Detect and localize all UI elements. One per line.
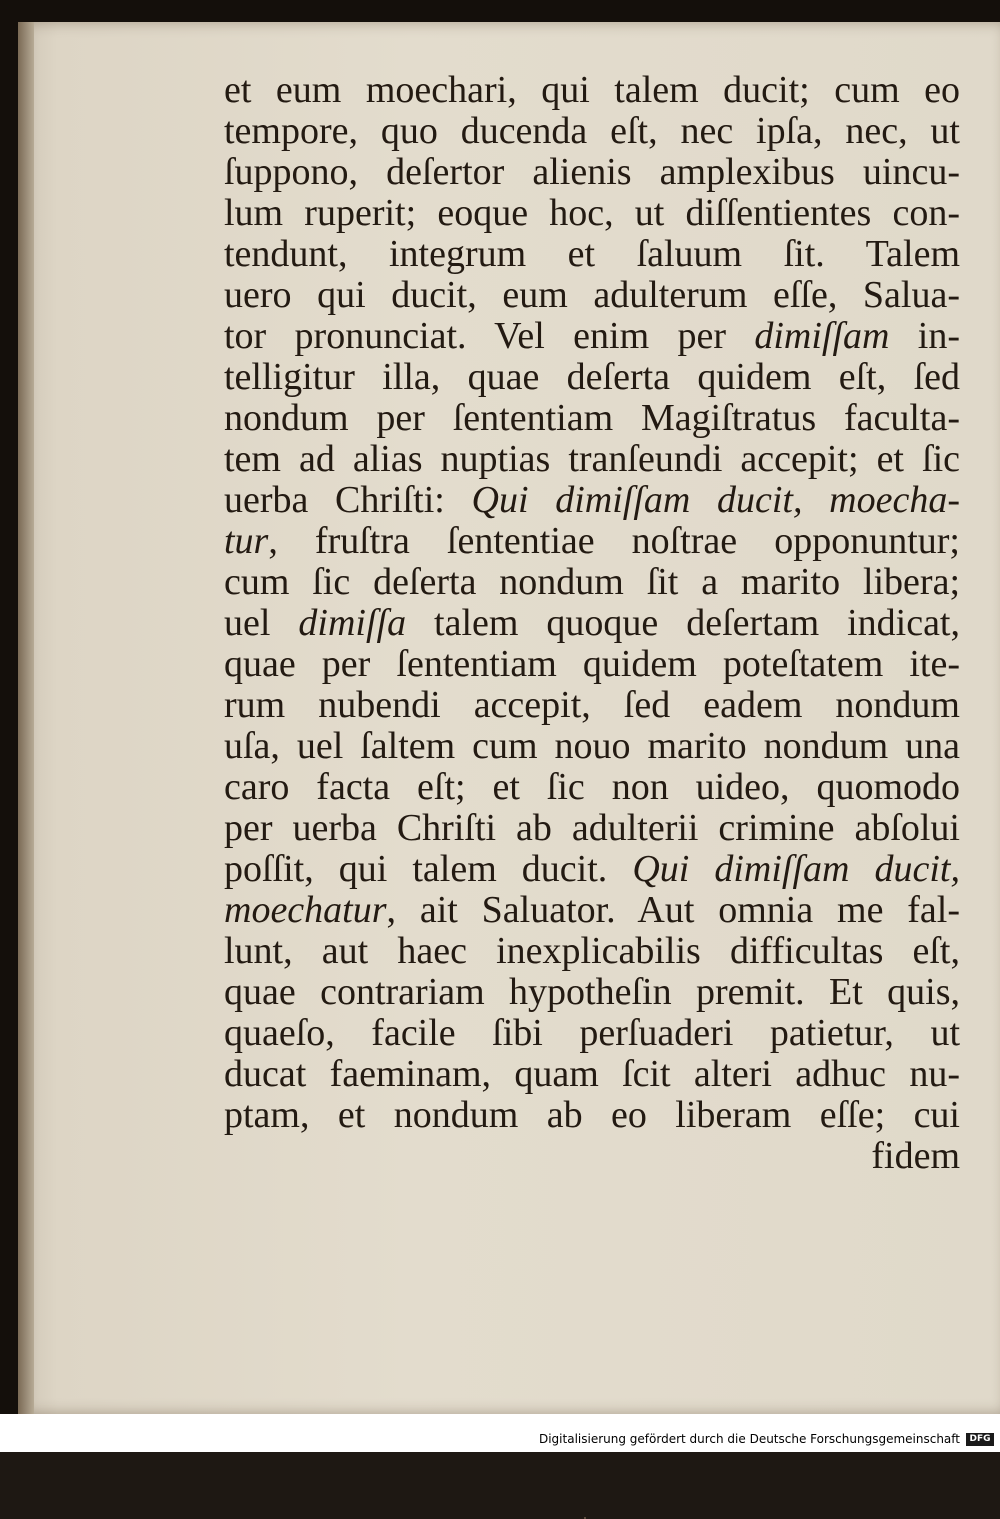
digitization-footer: [0, 1414, 1000, 1452]
dfg-logo: DFG: [966, 1433, 994, 1446]
text-segment: , fruſtra ſententiae noſtrae opponuntur;: [268, 520, 960, 562]
text-segment: tempore, quo ducenda eſt, nec ipſa, nec, ut: [224, 110, 960, 152]
italic-quote: Qui dimiſſam ducit,: [632, 848, 960, 890]
text-line: [224, 562, 960, 603]
text-segment: per uerba Chriſti ab adulterii crimine abſolui: [224, 807, 960, 849]
text-line: [224, 480, 960, 521]
footer-credit: Digitalisierung gefördert durch die Deutsche Forschungsgemeinschaft: [538, 1432, 960, 1446]
text-line: [224, 767, 960, 808]
text-segment: cum ſic deſerta nondum ſit a marito libera;: [224, 561, 960, 603]
text-line: [224, 152, 960, 193]
text-line: [224, 521, 960, 562]
text-segment: quae contrariam hypotheſin premit. Et quis,: [224, 971, 960, 1013]
body-text: [224, 70, 960, 1177]
text-line: [224, 644, 960, 685]
text-line: [224, 70, 960, 111]
text-segment: lum ruperit; eoque hoc, ut diſſentientes con-: [224, 192, 960, 234]
text-segment: quae per ſententiam quidem poteſtatem ite-: [224, 643, 960, 685]
text-segment: poſſit, qui talem ducit.: [224, 848, 633, 890]
text-line: [224, 685, 960, 726]
text-segment: telligitur illa, quae deſerta quidem eſt, ſed: [224, 356, 960, 398]
text-line: [224, 316, 960, 357]
text-segment: tor pronunciat. Vel enim per: [224, 315, 755, 357]
text-line: [224, 890, 960, 931]
text-line: [224, 603, 960, 644]
text-line: [224, 849, 960, 890]
text-segment: quaeſo, facile ſibi perſuaderi patietur, ut: [224, 1012, 960, 1054]
text-line: [224, 972, 960, 1013]
text-segment: uero qui ducit, eum adulterum eſſe, Salua-: [224, 274, 960, 316]
italic-quote: tur: [224, 520, 269, 562]
page-gutter-shadow: [18, 22, 34, 1414]
text-line: [224, 1013, 960, 1054]
italic-quote: dimiſſa: [298, 602, 407, 644]
text-line: [224, 808, 960, 849]
text-segment: et eum moechari, qui talem ducit; cum eo: [224, 69, 960, 111]
text-segment: nondum per ſententiam Magiſtratus faculta-: [224, 397, 960, 439]
text-segment: uerba Chriſti:: [224, 479, 472, 521]
text-segment: ducat faeminam, quam ſcit alteri adhuc nu-: [224, 1053, 960, 1095]
text-line: [224, 193, 960, 234]
text-segment: ſuppono, deſertor alienis amplexibus uincu-: [224, 151, 960, 193]
italic-quote: Qui dimiſſam ducit, moecha-: [471, 479, 960, 521]
text-segment: caro facta eſt; et ſic non uideo, quomodo: [224, 766, 960, 808]
text-segment: lunt, aut haec inexplicabilis difficultas eſt,: [224, 930, 960, 972]
text-segment: in-: [889, 315, 960, 357]
text-segment: tendunt, integrum et ſaluum ſit. Talem: [224, 233, 960, 275]
text-line: [224, 1095, 960, 1136]
text-line: [224, 111, 960, 152]
text-line: [224, 726, 960, 767]
text-line: [224, 1054, 960, 1095]
italic-quote: moechatur: [224, 889, 387, 931]
text-segment: rum nubendi accepit, ſed eadem nondum: [224, 684, 960, 726]
text-line: [224, 275, 960, 316]
italic-quote: dimiſſam: [754, 315, 890, 357]
text-segment: tem ad alias nuptias tranſeundi accepit; et ſic: [224, 438, 960, 480]
text-segment: , ait Saluator. Aut omnia me fal-: [386, 889, 960, 931]
text-segment: talem quoque deſertam indicat,: [406, 602, 960, 644]
text-line: [224, 931, 960, 972]
text-line: [224, 357, 960, 398]
catchword: fidem: [871, 1135, 960, 1177]
text-line: [224, 398, 960, 439]
text-segment: ptam, et nondum ab eo liberam eſſe; cui: [224, 1094, 960, 1136]
text-line: [224, 234, 960, 275]
text-line: [224, 439, 960, 480]
text-segment: uſa, uel ſaltem cum nouo marito nondum una: [224, 725, 960, 767]
text-segment: uel: [224, 602, 299, 644]
